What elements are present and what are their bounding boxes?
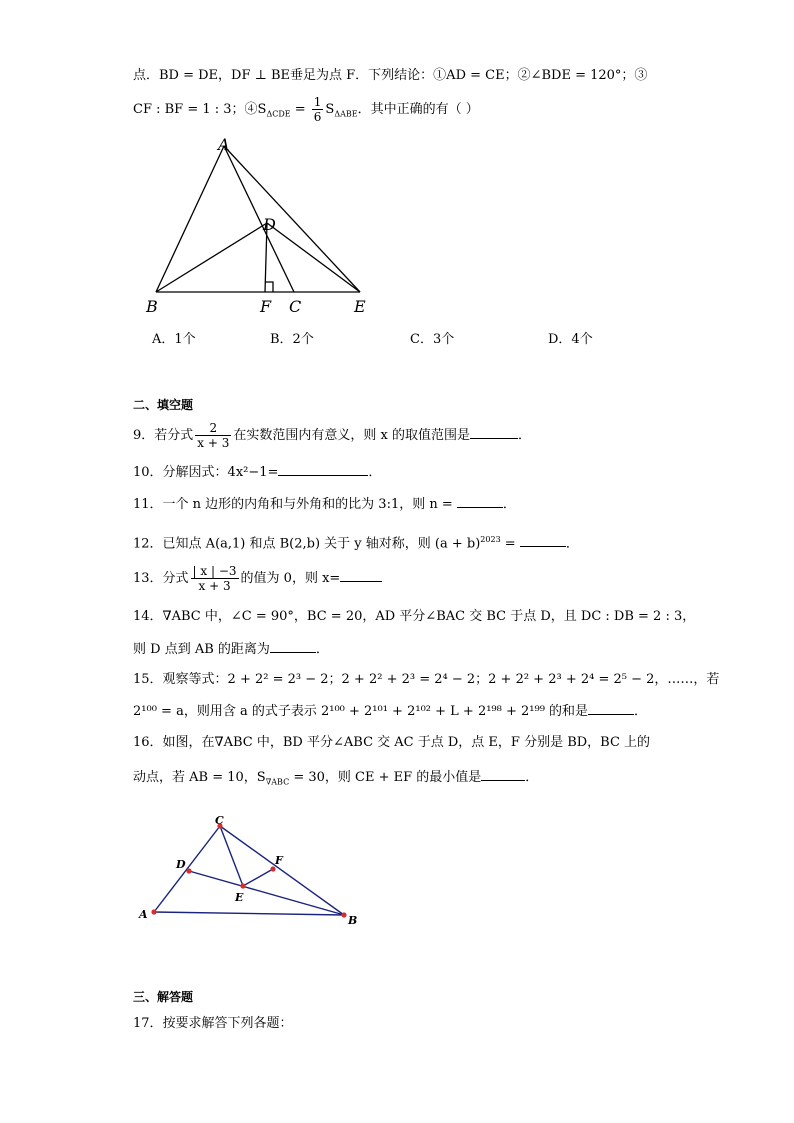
triangle-figure-1 [140,132,380,322]
fig2-label-e: E [235,891,244,904]
q8-line2-a: CF : BF = 1 : 3；④S [133,102,267,117]
q16-answer-blank[interactable] [481,768,525,781]
q13-frac-num: | x | −3 [192,564,237,578]
q8-line2 [133,95,479,130]
fig2-line-db [189,871,344,915]
q16-end: ． [525,770,539,785]
q8-eq: = [290,102,310,117]
q16-line2-text: 动点，若 AB = 10，S [133,770,266,785]
question-16-line2 [133,768,538,792]
q9-frac-num: 2 [195,421,231,436]
q13-fraction [191,564,239,593]
question-15-line1: 15．观察等式：2 + 2² = 2³ − 2；2 + 2² + 2³ = 2⁴ − 2；2 + 2² + 2³ + 2⁴ = 2⁵ − 2，……，若 [133,672,720,687]
fig2-label-d: D [176,858,186,871]
fig1-label-d: D [263,215,276,234]
q8-s2: S [325,102,335,117]
fig1-line-de [267,223,360,292]
q11-answer-blank[interactable] [457,495,503,508]
q9-frac-den: x + 3 [197,436,230,450]
question-10 [133,463,381,482]
q12-sup: 2023 [480,535,501,544]
q16-line2b: = 30，则 CE + EF 的最小值是 [289,770,482,785]
point-b [341,912,346,917]
fig1-label-a: A [218,135,230,154]
question-14-line2 [133,640,329,659]
fig2-line-ab [154,912,344,915]
point-e [240,883,245,888]
q13-post: 的值为 0，则 x= [240,571,341,586]
point-a [151,909,156,914]
fig2-label-f: F [275,854,283,867]
q10-answer-blank[interactable] [278,463,368,476]
fig1-label-e: E [354,297,366,316]
q9-fraction [195,421,231,450]
option-c[interactable]: C．3个 [410,332,455,347]
question-15-line2 [133,702,647,721]
fig2-label-c: C [215,814,224,827]
q11-end: ． [502,497,516,512]
question-16-line1: 16．如图，在∇ABC 中，BD 平分∠ABC 交 AC 于点 D，点 E，F 分别是 BD，BC 上的 [133,735,651,750]
option-a[interactable]: A．1个 [152,332,196,347]
q12-text: 12．已知点 A(a,1) 和点 B(2,b) 关于 y 轴对称，则 (a + b) [133,536,481,552]
fig1-line-ac [224,146,294,292]
question-11 [133,495,516,514]
q8-frac-den: 6 [313,110,322,124]
q8-frac-num: 1 [313,95,322,109]
q11-text: 11．一个 n 边形的内角和与外角和的比为 3:1，则 n = [133,497,457,512]
q14-answer-blank[interactable] [270,640,316,653]
q14-end: ． [315,642,329,657]
q13-frac-den: x + 3 [198,579,231,593]
q8-line1: 点．BD = DE，DF ⊥ BE垂足为点 F．下列结论：①AD = CE；②∠BDE = 120°；③ [133,68,648,83]
q8-sub1: ΔCDE [266,109,291,119]
q9-answer-blank[interactable] [470,426,518,439]
fig1-label-b: B [146,297,158,316]
fig2-label-b: B [348,914,358,927]
question-13 [133,562,382,596]
point-d [186,868,191,873]
question-17: 17．按要求解答下列各题： [133,1016,293,1031]
q13-answer-blank[interactable] [340,569,382,582]
q12-mid: = [500,536,520,552]
fig1-label-c: C [289,297,302,316]
triangle-figure-2 [135,812,365,932]
q16-sub: ∇ABC [265,777,290,787]
section-title-fill-blank: 二、填空题 [133,398,194,412]
q15-line2-text: 2¹⁰⁰ = a，则用含 a 的式子表示 2¹⁰⁰ + 2¹⁰¹ + 2¹⁰² + L + 2¹⁹⁸ + 2¹⁹⁹ 的和是 [133,704,589,719]
q9-post: 在实数范围内有意义，则 x 的取值范围是 [233,428,470,443]
question-12 [133,531,579,553]
section-title-solve: 三、解答题 [133,990,194,1004]
q9-end: ． [517,428,531,443]
fig2-line-ef [243,869,273,886]
fig1-label-f: F [260,297,272,316]
question-14-line1: 14．∇ABC 中，∠C = 90°，BC = 20，AD 平分∠BAC 交 BC 于点 D，且 DC : DB = 2 : 3， [133,609,696,624]
point-f [270,866,275,871]
q8-line2-b: ．其中正确的有（ ） [357,102,479,117]
q10-end: ． [368,465,382,480]
option-d[interactable]: D．4个 [548,332,593,347]
question-9 [133,419,531,453]
q14-line2-text: 则 D 点到 AB 的距离为 [133,642,270,657]
q10-text: 10．分解因式：4x²−1= [133,465,279,480]
q15-answer-blank[interactable] [588,702,634,715]
option-b[interactable]: B．2个 [270,332,314,347]
q13-pre: 13．分式 [133,571,189,586]
fig1-line-ae [224,146,360,292]
q8-fraction [312,95,324,124]
q8-sub2: ΔABE [334,109,358,119]
fig2-label-a: A [139,908,148,921]
q12-end: ． [565,536,579,552]
q12-answer-blank[interactable] [520,534,566,547]
q15-end: ． [634,704,648,719]
fig2-line-ca [154,826,220,912]
right-angle-mark [265,282,273,292]
q9-pre: 9．若分式 [133,428,194,443]
